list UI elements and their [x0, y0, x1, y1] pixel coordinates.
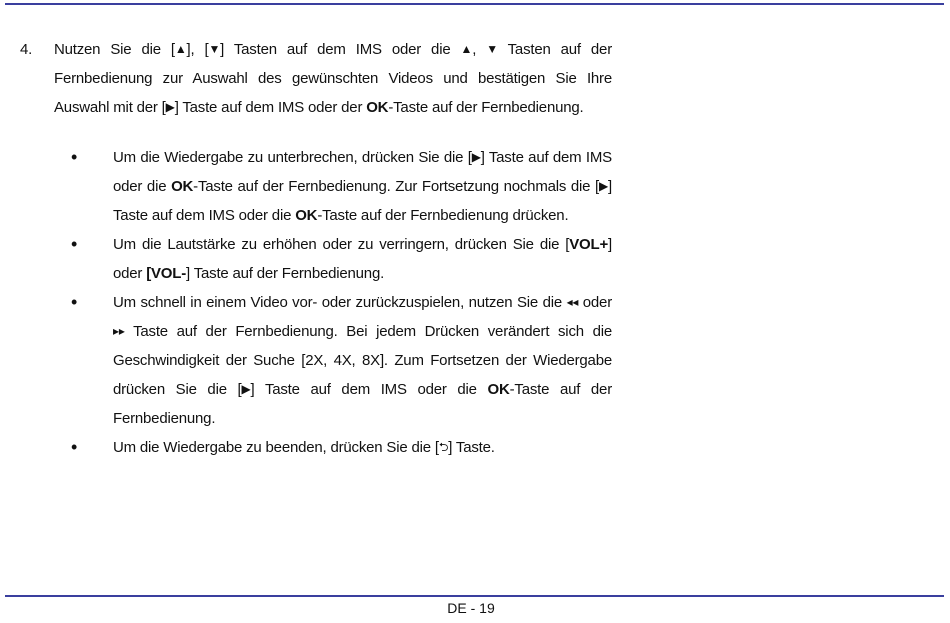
- bullet-icon: •: [71, 234, 78, 254]
- play-icon: ▶: [599, 179, 609, 193]
- play-icon: ▶: [241, 382, 251, 396]
- list-item-stop: [20, 433, 612, 462]
- down-triangle-icon: ▼: [486, 42, 498, 56]
- instruction-list: [20, 143, 612, 462]
- up-triangle-icon: ▲: [460, 42, 473, 56]
- play-icon: ▶: [165, 100, 175, 114]
- step-number: 4.: [20, 41, 33, 58]
- back-arrow-icon: ⮌: [438, 440, 449, 454]
- vol-plus-key-label: VOL+: [569, 236, 609, 253]
- ok-key-label: OK: [295, 207, 318, 224]
- pause-text: Um die Wiedergabe zu unterbrechen, drücken Sie die [▶] Taste auf dem IMS oder die OK-Taste auf der Fernbedienung. Zur Fortsetzung nochmals die [▶] Taste auf dem IMS oder die OK-Taste auf der Fernbedienung drücken.: [113, 143, 612, 230]
- ok-key-label: OK: [487, 381, 510, 398]
- list-item-pause: [20, 143, 612, 230]
- ok-key-label: OK: [171, 178, 194, 195]
- up-arrow-icon: ▲: [174, 42, 187, 56]
- page-number: DE - 19: [447, 600, 495, 616]
- document-body: [20, 35, 612, 462]
- fast-forward-icon: ▸▸: [113, 324, 125, 338]
- step-text: Nutzen Sie die [▲], [▼] Tasten auf dem IMS oder die ▲, ▼ Tasten auf der Fernbedienung zur Auswahl des gewünschten Videos und bestätigen Sie Ihre Auswahl mit der [▶] Taste auf dem IMS oder der OK-Taste auf der Fernbedienung.: [54, 35, 612, 122]
- down-arrow-icon: ▼: [208, 42, 221, 56]
- stop-text: Um die Wiedergabe zu beenden, drücken Sie die [⮌] Taste.: [113, 433, 612, 462]
- volume-text: Um die Lautstärke zu erhöhen oder zu verringern, drücken Sie die [VOL+] oder [VOL-] Taste auf der Fernbedienung.: [113, 236, 612, 282]
- vol-minus-key-label: [VOL-: [146, 265, 187, 282]
- list-item-seek: [20, 288, 612, 433]
- bullet-icon: •: [71, 147, 78, 167]
- list-item-volume: [20, 230, 612, 288]
- top-rule: [5, 3, 944, 5]
- rewind-icon: ◂◂: [566, 295, 579, 309]
- play-icon: ▶: [471, 150, 481, 164]
- seek-text: Um schnell in einem Video vor- oder zurückzuspielen, nutzen Sie die ◂◂ oder ▸▸ Taste auf der Fernbedienung. Bei jedem Drücken verändert sich die Geschwindigkeit der Suche [2X, 4X, 8X]. Zum Fortsetzen der Wiedergabe drücken Sie die [▶] Taste auf dem IMS oder die OK-Taste auf der Fernbedienung.: [113, 288, 612, 433]
- ok-key-label: OK: [366, 99, 389, 116]
- bullet-icon: •: [71, 437, 78, 457]
- bottom-rule: [5, 595, 944, 597]
- step-4: [20, 35, 612, 122]
- bullet-icon: •: [71, 292, 78, 312]
